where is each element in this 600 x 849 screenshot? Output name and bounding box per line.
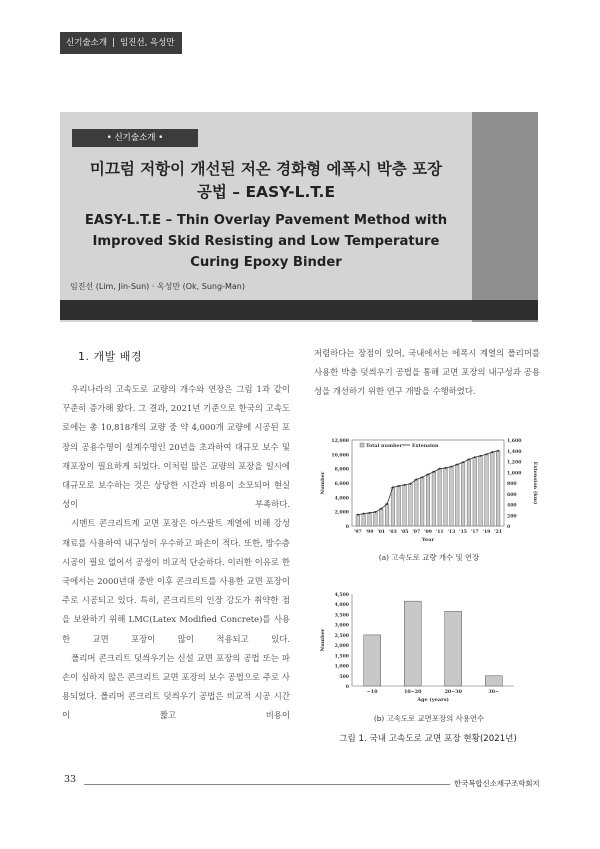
y-tick-label: 4,500: [334, 593, 349, 598]
point-extension: [480, 455, 482, 457]
x-tick-label: '97: [353, 530, 362, 535]
bar-total-number: [356, 515, 360, 526]
y-tick-label: 12,000: [331, 439, 349, 444]
bar-total-number: [362, 513, 366, 526]
y2-tick-label: 200: [507, 514, 517, 520]
point-extension: [409, 483, 411, 485]
bar-total-number: [473, 457, 477, 526]
point-extension: [374, 511, 376, 513]
point-extension: [491, 451, 493, 453]
paragraph: 폴리머 콘크리트 덧씌우기는 신설 교면 포장의 공법 또는 파손이 심하지 않은 콘크리트 교면 포장의 보수 공법으로 주로 사용되었다. 폴리머 콘크리트 덧씌우기 공법은 비교적 시공 시간이 짧고 비용이: [62, 652, 290, 721]
bar-pavement-age: [445, 611, 462, 686]
bar-total-number: [490, 452, 494, 526]
bar-total-number: [455, 464, 459, 526]
bar-total-number: [368, 513, 372, 526]
y2-tick-label: 1,400: [507, 449, 522, 455]
chart-pavement-age: [318, 588, 540, 710]
bar-total-number: [467, 459, 471, 526]
point-extension: [386, 503, 388, 505]
footer-rule: [84, 784, 450, 785]
paragraph: 저렴하다는 장점이 있어, 국내에서는 에폭시 계열의 폴리머를 사용한 박층 덧씌우기 공법을 통해 교면 포장의 내구성과 공용성을 개선하기 위한 연구 개발을 수행하였다.: [314, 348, 540, 397]
x-tick-label: '05: [400, 530, 409, 535]
y2-tick-label: 600: [507, 492, 517, 498]
point-extension: [450, 466, 452, 468]
y-axis-label: Number: [320, 471, 326, 495]
y-tick-label: 4,000: [334, 603, 349, 609]
x-tick-label: '09: [424, 530, 432, 535]
y-tick-label: 4,000: [334, 496, 349, 502]
journal-name: 한국복합신소재구조학회지: [454, 779, 540, 788]
x-tick-label: ~10: [366, 689, 378, 695]
legend-label-extension: Extension: [412, 443, 439, 449]
y-tick-label: 1,000: [334, 664, 349, 670]
bar-total-number: [385, 504, 389, 526]
legend-swatch-total: [360, 443, 364, 447]
chart-bridges-by-year: [318, 434, 540, 548]
y-tick-label: 10,000: [331, 453, 349, 459]
bar-total-number: [379, 509, 383, 526]
paragraph: 시멘트 콘크리트계 교면 포장은 아스팔트 계열에 비해 강성 재료를 사용하여 내구성이 우수하고 파손이 적다. 또한, 방수층 시공이 필요 없어서 공정이 비교적 단순하다. 이러한 이유로 한국에서는 2000년대 중반 이후 콘크리트를 사용한 교면 포장이 주로 시공되고 있다. 특히, 콘크리트의 인장 강도가 취약한 점을 보완하기 위해 LMC(Latex Modified Concrete)를 사용한 교면 포장이 많이 적용되고 있다.: [62, 518, 290, 644]
y2-tick-label: 1,200: [507, 460, 522, 466]
y-tick-label: 500: [339, 674, 349, 680]
y2-tick-label: 800: [507, 482, 517, 487]
bar-pavement-age: [364, 635, 381, 686]
bar-total-number: [485, 454, 489, 526]
left-column-text: [62, 380, 290, 726]
bar-total-number: [420, 477, 424, 526]
bar-total-number: [450, 467, 454, 526]
header-separator: |: [112, 38, 115, 48]
y-tick-label: 2,000: [334, 510, 349, 516]
y-tick-label: 3,500: [334, 613, 349, 619]
bar-total-number: [374, 512, 378, 526]
english-title-line1: EASY-L.T.E – Thin Overlay Pavement Method with: [84, 213, 448, 228]
bar-total-number: [444, 468, 448, 526]
point-extension: [415, 479, 417, 481]
point-extension: [445, 467, 447, 469]
korean-title: [60, 158, 472, 204]
bar-total-number: [426, 474, 430, 526]
x-tick-label: '15: [459, 530, 467, 535]
right-column-text: [314, 344, 540, 402]
section-tag: • 신기술소개 •: [72, 129, 198, 147]
bar-total-number: [403, 485, 407, 526]
x-tick-label: '99: [365, 530, 374, 535]
bar-total-number: [438, 469, 442, 526]
point-extension: [468, 458, 470, 460]
bar-total-number: [461, 462, 465, 526]
y-tick-label: 3,000: [334, 623, 349, 629]
y2-axis-label: Extension (km): [532, 461, 538, 505]
x-tick-label: 30~: [488, 689, 500, 695]
x-tick-label: '13: [447, 530, 456, 535]
y-tick-label: 2,500: [334, 633, 349, 639]
banner-side-block: [472, 112, 538, 322]
x-axis-label: Age (years): [417, 697, 449, 703]
point-extension: [433, 471, 435, 473]
y2-tick-label: 400: [507, 503, 517, 509]
point-extension: [404, 484, 406, 486]
point-extension: [357, 514, 359, 516]
bar-pavement-age: [485, 676, 502, 686]
x-tick-label: '21: [494, 530, 503, 535]
point-extension: [462, 461, 464, 463]
banner-dark-bar: [60, 300, 538, 320]
chart-b-caption: (b) 고속도로 교면포장의 사용연수: [373, 714, 485, 723]
header-section: 신기술소개: [66, 38, 108, 48]
point-extension: [380, 508, 382, 510]
point-extension: [456, 463, 458, 465]
x-tick-label: '17: [470, 530, 479, 535]
figure-caption: 그림 1. 국내 고속도로 교면 포장 현황(2021년): [339, 734, 517, 744]
point-extension: [497, 450, 499, 452]
header-authors: 임진선, 옥성만: [119, 38, 175, 48]
point-extension: [485, 453, 487, 455]
bar-pavement-age: [404, 601, 421, 686]
korean-title-line2: 공법 – EASY-L.T.E: [196, 183, 336, 201]
point-extension: [439, 468, 441, 470]
x-tick-label: '19: [482, 530, 491, 535]
author-line: 임진선 (Lim, Jin-Sun) · 옥성만 (Ok, Sung-Man): [70, 282, 245, 291]
x-tick-label: '07: [412, 530, 421, 535]
x-tick-label: 10~20: [404, 689, 422, 695]
y-tick-label: 1,500: [334, 654, 349, 660]
y-tick-label: 6,000: [334, 482, 349, 487]
y2-tick-label: 0: [507, 525, 511, 530]
english-title-line3: Curing Epoxy Binder: [190, 255, 342, 270]
legend-label-total: Total number: [366, 443, 403, 449]
bar-total-number: [414, 479, 418, 526]
english-title: [60, 210, 472, 273]
point-extension: [398, 485, 400, 487]
point-extension: [363, 513, 365, 515]
y-tick-label: 0: [345, 525, 349, 530]
y2-tick-label: 1,600: [507, 439, 522, 444]
point-extension: [421, 476, 423, 478]
bar-total-number: [479, 456, 483, 526]
bar-total-number: [432, 472, 436, 526]
x-tick-label: 20~30: [444, 689, 462, 695]
point-extension: [427, 473, 429, 475]
paragraph: 우리나라의 고속도로 교량의 개수와 연장은 그림 1과 같이 꾸준히 증가해 왔다. 그 결과, 2021년 기준으로 한국의 고속도로에는 총 10,818개의 교량 중 약 4,000개 교량에 시공된 포장의 공용수명이 설계수명인 20년을 초과하여 대규모 보수 및 재포장이 필요하게 되었다. 이처럼 많은 교량의 포장을 일시에 대규모로 보수하는 것은 상당한 시간과 비용이 소모되어 현실성이 부족하다.: [62, 384, 290, 510]
y-tick-label: 0: [345, 685, 349, 690]
point-extension: [369, 512, 371, 514]
y2-tick-label: 1,000: [507, 471, 522, 477]
english-title-line2: Improved Skid Resisting and Low Temperature: [92, 234, 440, 249]
page-number: 33: [64, 774, 77, 785]
korean-title-line1: 미끄럼 저항이 개선된 저온 경화형 에폭시 박층 포장: [89, 160, 443, 178]
bar-total-number: [496, 451, 500, 526]
point-extension: [474, 456, 476, 458]
bar-total-number: [409, 484, 413, 526]
x-tick-label: '01: [377, 530, 386, 535]
x-axis-label: Year: [421, 537, 435, 543]
x-tick-label: '03: [389, 530, 397, 535]
section-heading: 1. 개발 배경: [78, 350, 142, 363]
y-tick-label: 8,000: [334, 467, 349, 473]
y-tick-label: 2,000: [334, 644, 349, 650]
running-header: [60, 32, 182, 54]
bar-total-number: [397, 486, 401, 526]
point-extension: [392, 486, 394, 488]
chart-a-caption: (a) 고속도로 교량 개수 및 연장: [378, 553, 480, 562]
x-tick-label: '11: [435, 530, 444, 535]
y-axis-label: Number: [320, 628, 326, 652]
bar-total-number: [391, 487, 395, 526]
